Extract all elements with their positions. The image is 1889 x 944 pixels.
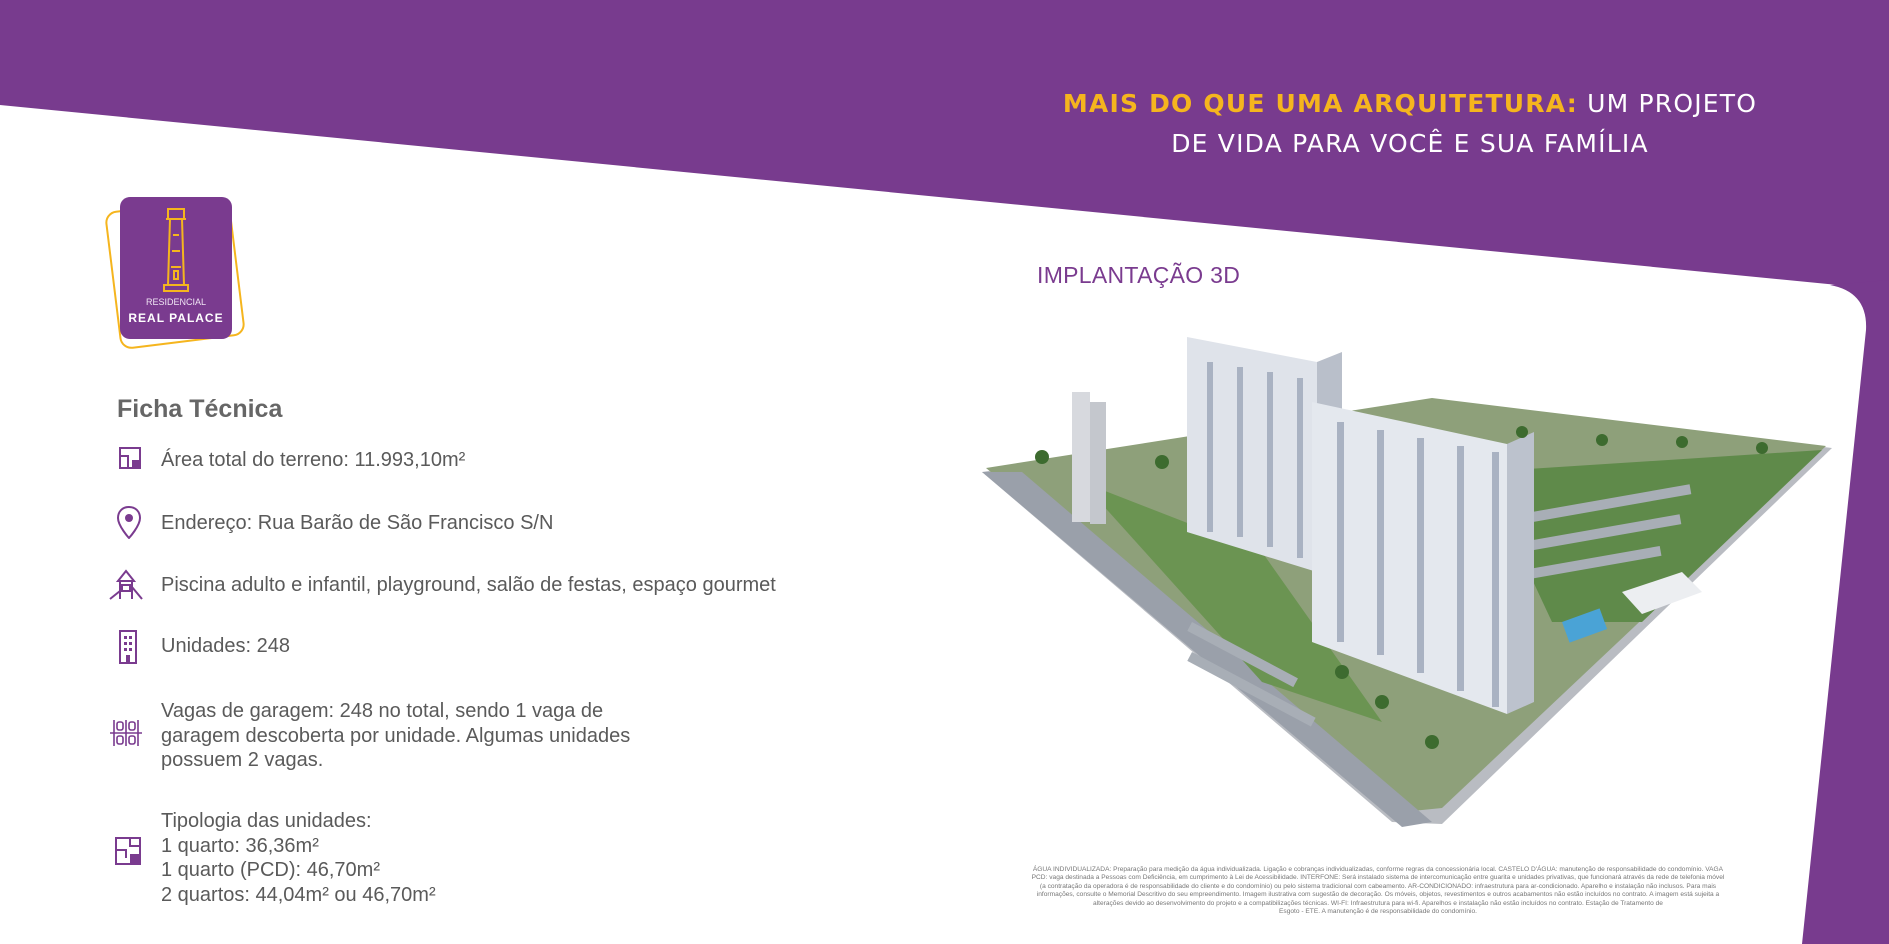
implantacao-3d-title: IMPLANTAÇÃO 3D <box>1037 262 1241 288</box>
building-icon <box>108 630 144 664</box>
spec-line: Área total do terreno: 11.993,10m² <box>161 449 466 471</box>
headline-line1: UM PROJETO <box>1577 89 1758 118</box>
spec-line: Piscina adulto e infantil, playground, salão de festas, espaço gourmet <box>161 574 776 596</box>
spec-line: Tipologia das unidades: <box>161 810 372 832</box>
ficha-tecnica-title: Ficha Técnica <box>117 395 283 423</box>
spec-line: Unidades: 248 <box>161 635 290 657</box>
disclaimer-line: alterações devido ao desenvolvimento do projeto e a compatibilizações técnicas. WI-FI: Infraestrutura para wi-fi. Aparelhos e instalação não estão incluídos no contrato. Estação de Tratamento de <box>1093 899 1663 907</box>
spec-line: 1 quarto (PCD): 46,70m² <box>161 859 380 881</box>
headline-highlight: MAIS DO QUE UMA ARQUITETURA: <box>1062 89 1578 118</box>
disclaimer-line: Esgoto - ETE. A manutenção é de responsabilidade do condomínio. <box>1279 908 1477 916</box>
floor-layout-icon <box>108 834 144 868</box>
disclaimer-line: (a contratação da operadora é de responsabilidade do cliente e do condomínio) ou pelo sistema tradicional com cabeamento. AR-CONDICIONADO: infraestrutura para ar-condicionado. Aparelho e instalação não inclusos. Para mais <box>1039 882 1717 890</box>
floor-plan-icon <box>108 442 144 476</box>
logo-subtitle: RESIDENCIAL <box>145 297 207 307</box>
parking-icon <box>108 716 144 750</box>
disclaimer-line: PCD: vaga destinada a Pessoas com Deficiência, em cumprimento à Lei de Acessibilidade. INTERFONE: Será instalado sistema de intercomunicação entre guarita e unidades privativas, que funcionará através da rede de telefonia móvel <box>1031 874 1725 882</box>
logo-name: REAL PALACE <box>128 311 224 325</box>
implantacao-3d-render <box>962 322 1832 830</box>
spec-line: 1 quarto: 36,36m² <box>161 834 319 857</box>
lighthouse-tower-icon <box>158 205 194 293</box>
headline-line2: DE VIDA PARA VOCÊ E SUA FAMÍLIA <box>1171 129 1649 158</box>
spec-line: 2 quartos: 44,04m² ou 46,70m² <box>161 883 436 906</box>
disclaimer-line: ÁGUA INDIVIDUALIZADA: Preparação para medição da água individualizada. Ligação e cobranças individualizadas, conforme regras da concessionária local. CASTELO D'ÁGUA: manutenção de responsabilidade do condomínio. VAGA <box>1032 866 1724 873</box>
playground-icon <box>108 567 144 601</box>
legal-disclaimer <box>1008 866 1748 916</box>
spec-line: garagem descoberta por unidade. Algumas unidades <box>161 724 631 747</box>
spec-line: Vagas de garagem: 248 no total, sendo 1 vaga de <box>161 700 604 722</box>
spec-line: Endereço: Rua Barão de São Francisco S/N <box>161 512 554 534</box>
spec-line: possuem 2 vagas. <box>161 749 324 771</box>
disclaimer-line: informações, consulte o Memorial Descritivo do seu empreendimento. Imagem ilustrativa com sugestão de decoração. Os móveis, objetos, revestimentos e outros acabamentos não estão incluídos no contrato. A imagem está sujeita a <box>1036 891 1720 899</box>
headline <box>1035 84 1785 164</box>
location-pin-icon <box>108 505 144 539</box>
residencial-real-palace-logo <box>108 190 246 352</box>
